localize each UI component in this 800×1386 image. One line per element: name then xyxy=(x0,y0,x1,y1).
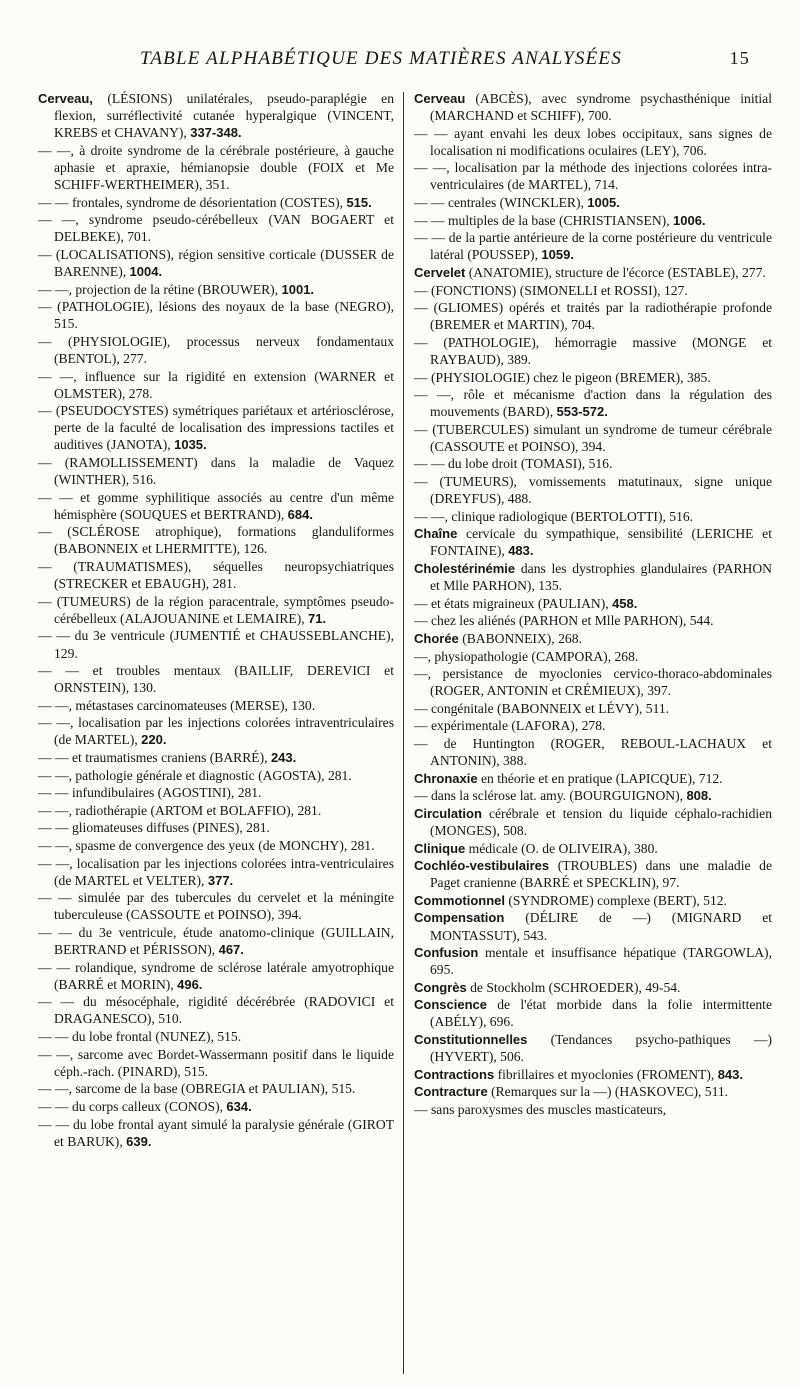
index-entry: Cerveau, (LÉSIONS) unilatérales, pseudo-paraplégie en flexion, surréflectivité cutanée hyperalgique (VINCENT, KREBS et CHAVANY), 337-348. xyxy=(38,91,394,141)
index-entry: — — simulée par des tubercules du cervelet et la méningite tuberculeuse (CASSOUTE et POINSO), 394. xyxy=(38,890,394,923)
index-entry: — sans paroxysmes des muscles masticateurs, xyxy=(414,1101,667,1117)
index-entry: — — du lobe droit (TOMASI), 516. xyxy=(414,456,613,472)
index-entry: — (SCLÉROSE atrophique), formations glanduliformes (BABONNEIX et LHERMITTE), 126. xyxy=(38,524,394,557)
index-entry: — dans la sclérose lat. amy. (BOURGUIGNON), 808. xyxy=(414,788,712,804)
index-entry: — expérimentale (LAFORA), 278. xyxy=(414,718,606,734)
index-entry: — congénitale (BABONNEIX et LÉVY), 511. xyxy=(414,700,670,716)
index-entry: — (TUBERCULES) simulant un syndrome de tumeur cérébrale (CASSOUTE et POINSO), 394. xyxy=(414,421,772,454)
index-entry: Congrès de Stockholm (SCHROEDER), 49-54. xyxy=(414,979,681,995)
index-entry: —, physiopathologie (CAMPORA), 268. xyxy=(414,648,639,664)
index-entry: — (PATHOLOGIE), hémorragie massive (MONGE et RAYBAUD), 389. xyxy=(414,334,772,367)
running-header xyxy=(140,48,750,76)
index-entry: — — et gomme syphilitique associés au centre d'un même hémisphère (SOUQUES et BERTRAND), 684. xyxy=(38,489,394,522)
index-entry: — —, localisation par les injections colorées intraventriculaires (de MARTEL), 220. xyxy=(38,715,394,748)
index-entry: Chorée (BABONNEIX), 268. xyxy=(414,630,582,646)
header-title: TABLE ALPHABÉTIQUE DES MATIÈRES ANALYSÉES xyxy=(140,48,622,69)
index-entry: — — multiples de la base (CHRISTIANSEN), 1006. xyxy=(414,212,706,228)
index-entry: — — infundibulaires (AGOSTINI), 281. xyxy=(38,785,262,801)
index-entry: — (TUMEURS) de la région paracentrale, symptômes pseudo-cérébelleux (ALAJOUANINE et LEMAIRE), 71. xyxy=(38,593,394,626)
index-entry: — — ayant envahi les deux lobes occipitaux, sans signes de localisation ni modifications oculaires (LEY), 706. xyxy=(414,125,772,158)
index-entry: Cholestérinémie dans les dystrophies glandulaires (PARHON et Mlle PARHON), 135. xyxy=(414,561,772,594)
index-entry: — — du 3e ventricule (JUMENTIÉ et CHAUSSEBLANCHE), 129. xyxy=(38,628,394,661)
index-entry: — (PHYSIOLOGIE), processus nerveux fondamentaux (BENTOL), 277. xyxy=(38,333,394,366)
index-entry: Compensation (DÉLIRE de —) (MIGNARD et MONTASSUT), 543. xyxy=(414,910,772,943)
index-entry: Cochléo-vestibulaires (TROUBLES) dans une maladie de Paget cranienne (BARRÉ et SPECKLIN), 97. xyxy=(414,858,772,891)
index-entry: — —, métastases carcinomateuses (MERSE), 130. xyxy=(38,697,316,713)
index-entry: — (FONCTIONS) (SIMONELLI et ROSSI), 127. xyxy=(414,282,688,298)
index-entry: — —, pathologie générale et diagnostic (AGOSTA), 281. xyxy=(38,767,352,783)
index-entry: — (PATHOLOGIE), lésions des noyaux de la base (NEGRO), 515. xyxy=(38,299,394,332)
index-entry: — —, influence sur la rigidité en extension (WARNER et OLMSTER), 278. xyxy=(38,368,394,401)
index-entry: — — frontales, syndrome de désorientation (COSTES), 515. xyxy=(38,194,372,210)
index-entry: — —, projection de la rétine (BROUWER), 1001. xyxy=(38,281,315,297)
index-entry: — — du corps calleux (CONOS), 634. xyxy=(38,1098,252,1114)
index-entry: — —, sarcome avec Bordet-Wassermann positif dans le liquide céph.-rach. (PINARD), 515. xyxy=(38,1046,394,1079)
index-entry: — et états migraineux (PAULIAN), 458. xyxy=(414,595,638,611)
index-entry: Contracture (Remarques sur la —) (HASKOVEC), 511. xyxy=(414,1084,729,1100)
right-column xyxy=(414,90,772,1386)
index-entry: — (TRAUMATISMES), séquelles neuropsychiatriques (STRECKER et EBAUGH), 281. xyxy=(38,559,394,592)
index-entry: — (RAMOLLISSEMENT) dans la maladie de Vaquez (WINTHER), 516. xyxy=(38,454,394,488)
index-entry: — —, clinique radiologique (BERTOLOTTI), 516. xyxy=(414,508,694,524)
index-entry: — — de la partie antérieure de la corne postérieure du ventricule latéral (POUSSEP), 1059. xyxy=(414,230,772,263)
index-entry: — (LOCALISATIONS), région sensitive corticale (DUSSER de BARENNE), 1004. xyxy=(38,246,394,279)
index-entry: — (PHYSIOLOGIE) chez le pigeon (BREMER), 385. xyxy=(414,369,711,385)
index-entry: — chez les aliénés (PARHON et Mlle PARHON), 544. xyxy=(414,613,714,629)
column-divider xyxy=(403,92,404,1374)
index-entry: Clinique médicale (O. de OLIVEIRA), 380. xyxy=(414,840,658,856)
index-entry: Cervelet (ANATOMIE), structure de l'écorce (ESTABLE), 277. xyxy=(414,264,766,280)
index-entry: —, persistance de myoclonies cervico-thoraco-abdominales (ROGER, ANTONIN et CRÉMIEUX), 397. xyxy=(414,666,772,699)
index-entry: Chaîne cervicale du sympathique, sensibilité (LERICHE et FONTAINE), 483. xyxy=(414,526,772,559)
index-entry: Confusion mentale et insuffisance hépatique (TARGOWLA), 695. xyxy=(414,945,772,978)
index-entry: Cerveau (ABCÈS), avec syndrome psychasthénique initial (MARCHAND et SCHIFF), 700. xyxy=(414,91,772,124)
index-entry: — — et traumatismes craniens (BARRÉ), 243. xyxy=(38,750,297,766)
index-entry: — — centrales (WINCKLER), 1005. xyxy=(414,195,620,211)
index-entry: — —, localisation par la méthode des injections colorées intra-ventriculaires (de MARTEL), 714. xyxy=(414,160,772,193)
index-entry: — (PSEUDOCYSTES) symétriques pariétaux et artériosclérose, perte de la faculté de localisation des impressions tactiles et auditives (JANOTA), 1035. xyxy=(38,403,394,453)
index-entry: — — du 3e ventricule, étude anatomo-clinique (GUILLAIN, BERTRAND et PÉRISSON), 467. xyxy=(38,925,394,958)
index-entry: Constitutionnelles (Tendances psycho-pathiques —) (HYVERT), 506. xyxy=(414,1032,772,1065)
index-entry: — —, à droite syndrome de la cérébrale postérieure, à gauche aphasie et apraxie, hémianopsie double (FOIX et Me SCHIFF-WERTHEIMER), 351. xyxy=(38,142,394,192)
index-entry: — — du lobe frontal ayant simulé la paralysie générale (GIROT et BARUK), 639. xyxy=(38,1116,394,1149)
index-entry: — (GLIOMES) opérés et traités par la radiothérapie profonde (BREMER et MARTIN), 704. xyxy=(414,300,772,333)
index-entry: — —, sarcome de la base (OBREGIA et PAULIAN), 515. xyxy=(38,1081,356,1097)
index-entry: — — rolandique, syndrome de sclérose latérale amyotrophique (BARRÉ et MORIN), 496. xyxy=(38,959,394,992)
index-entry: Conscience de l'état morbide dans la folie intermittente (ABÉLY), 696. xyxy=(414,997,772,1030)
index-entry: — —, radiothérapie (ARTOM et BOLAFFIO), 281. xyxy=(38,802,322,818)
page-number: 15 xyxy=(729,48,750,68)
left-column xyxy=(38,90,394,1386)
index-entry: — — du lobe frontal (NUNEZ), 515. xyxy=(38,1029,242,1045)
index-entry: — de Huntington (ROGER, REBOUL-LACHAUX et ANTONIN), 388. xyxy=(414,735,772,769)
index-entry: Circulation cérébrale et tension du liquide céphalo-rachidien (MONGES), 508. xyxy=(414,805,772,838)
index-entry: — — gliomateuses diffuses (PINES), 281. xyxy=(38,820,270,836)
index-entry: — —, spasme de convergence des yeux (de MONCHY), 281. xyxy=(38,838,375,854)
index-entry: Chronaxie en théorie et en pratique (LAPICQUE), 712. xyxy=(414,770,723,786)
index-entry: — — du mésocéphale, rigidité décérébrée (RADOVICI et DRAGANESCO), 510. xyxy=(38,994,394,1027)
index-entry: — —, localisation par les injections colorées intra-ventriculaires (de MARTEL et VELTER), 377. xyxy=(38,855,394,888)
index-entry: — —, syndrome pseudo-cérébelleux (VAN BOGAERT et DELBEKE), 701. xyxy=(38,212,394,245)
index-entry: — — et troubles mentaux (BAILLIF, DEREVICI et ORNSTEIN), 130. xyxy=(38,663,394,696)
index-entry: — —, rôle et mécanisme d'action dans la régulation des mouvements (BARD), 553-572. xyxy=(414,387,772,420)
index-entry: — (TUMEURS), vomissements matutinaux, signe unique (DREYFUS), 488. xyxy=(414,474,772,507)
index-entry: Contractions fibrillaires et myoclonies (FROMENT), 843. xyxy=(414,1066,743,1082)
index-entry: Commotionnel (SYNDROME) complexe (BERT), 512. xyxy=(414,892,727,908)
